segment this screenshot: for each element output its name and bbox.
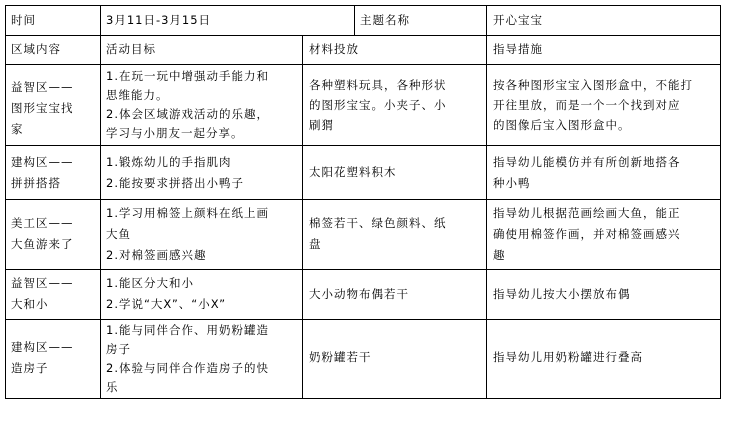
table-border-top [5,5,721,6]
goals-cell-line: 1.能与同伴合作、用奶粉罐造 [106,323,269,337]
row-divider [5,35,721,36]
goals-cell-line: 2.学说“大X”、“小X” [106,297,227,311]
column-header-area: 区域内容 [11,42,61,56]
guidance-cell-line: 开往里放，而是一个一个找到对应 [493,98,681,112]
goals-cell-line: 2.对棉签画感兴趣 [106,248,207,262]
goals-cell-line: 大鱼 [106,227,131,241]
area-cell-line: 造房子 [11,361,49,375]
guidance-cell-line: 指导幼儿能模仿并有所创新地搭各 [493,155,681,169]
goals-cell-line: 2.能按要求拼搭出小鸭子 [106,176,244,190]
guidance-cell-line: 种小鸭 [493,176,531,190]
row-divider [5,269,721,270]
goals-cell-line: 乐 [106,380,119,394]
materials-cell-line: 刷猬 [309,118,334,132]
col-divider [486,5,487,399]
goals-cell-line: 1.锻炼幼儿的手指肌肉 [106,155,232,169]
column-header-goals: 活动目标 [106,42,156,56]
goals-cell-line: 学习与小朋友一起分享。 [106,126,244,140]
area-cell-line: 大和小 [11,297,49,311]
column-header-materials: 材料投放 [309,42,359,56]
table-border-right [720,5,721,399]
materials-cell-line: 棉签若干、绿色颜料、纸 [309,216,447,230]
col-divider [100,5,101,399]
materials-cell-line: 大小动物布偶若干 [309,287,409,301]
row-divider [5,199,721,200]
area-cell-line: 拼拼搭搭 [11,176,61,190]
goals-cell-line: 思维能力。 [106,88,169,102]
area-cell-line: 大鱼游来了 [11,237,74,251]
area-cell-line: 图形宝宝找 [11,101,74,115]
col-divider [354,5,355,35]
area-cell-line: 益智区—— [11,80,74,94]
guidance-cell-line: 指导幼儿按大小摆放布偶 [493,287,631,301]
table-border-left [5,5,6,399]
theme-value: 开心宝宝 [493,13,543,27]
guidance-cell-line: 指导幼儿根据范画绘画大鱼，能正 [493,206,681,220]
materials-cell-line: 各种塑料玩具，各种形状 [309,78,447,92]
guidance-cell-line: 确使用棉签作画，并对棉签画感兴 [493,227,681,241]
guidance-cell-line: 的图像后宝入图形盒中。 [493,118,631,132]
goals-cell-line: 1.在玩一玩中增强动手能力和 [106,69,269,83]
row-divider [5,145,721,146]
goals-cell-line: 房子 [106,342,131,356]
goals-cell-line: 2.体验与同伴合作造房子的快 [106,361,269,375]
goals-cell-line: 1.学习用棉签上颜料在纸上画 [106,206,269,220]
area-cell-line: 益智区—— [11,276,74,290]
table-border-bottom [5,398,721,399]
area-cell-line: 建构区—— [11,340,74,354]
theme-label: 主题名称 [360,13,410,27]
time-label: 时间 [11,13,36,27]
col-divider [302,35,303,399]
materials-cell-line: 太阳花塑料积木 [309,165,397,179]
date-range: 3月11日-3月15日 [106,13,212,27]
materials-cell-line: 盘 [309,237,322,251]
goals-cell-line: 1.能区分大和小 [106,276,194,290]
materials-cell-line: 的图形宝宝。小夹子、小 [309,98,447,112]
row-divider [5,64,721,65]
guidance-cell-line: 按各种图形宝宝入图形盒中，不能打 [493,78,693,92]
area-cell-line: 建构区—— [11,155,74,169]
column-header-guidance: 指导措施 [493,42,543,56]
guidance-cell-line: 趣 [493,248,506,262]
materials-cell-line: 奶粉罐若干 [309,350,372,364]
goals-cell-line: 2.体会区域游戏活动的乐趣， [106,107,269,121]
area-cell-line: 家 [11,122,24,136]
guidance-cell-line: 指导幼儿用奶粉罐进行叠高 [493,350,643,364]
area-cell-line: 美工区—— [11,216,74,230]
